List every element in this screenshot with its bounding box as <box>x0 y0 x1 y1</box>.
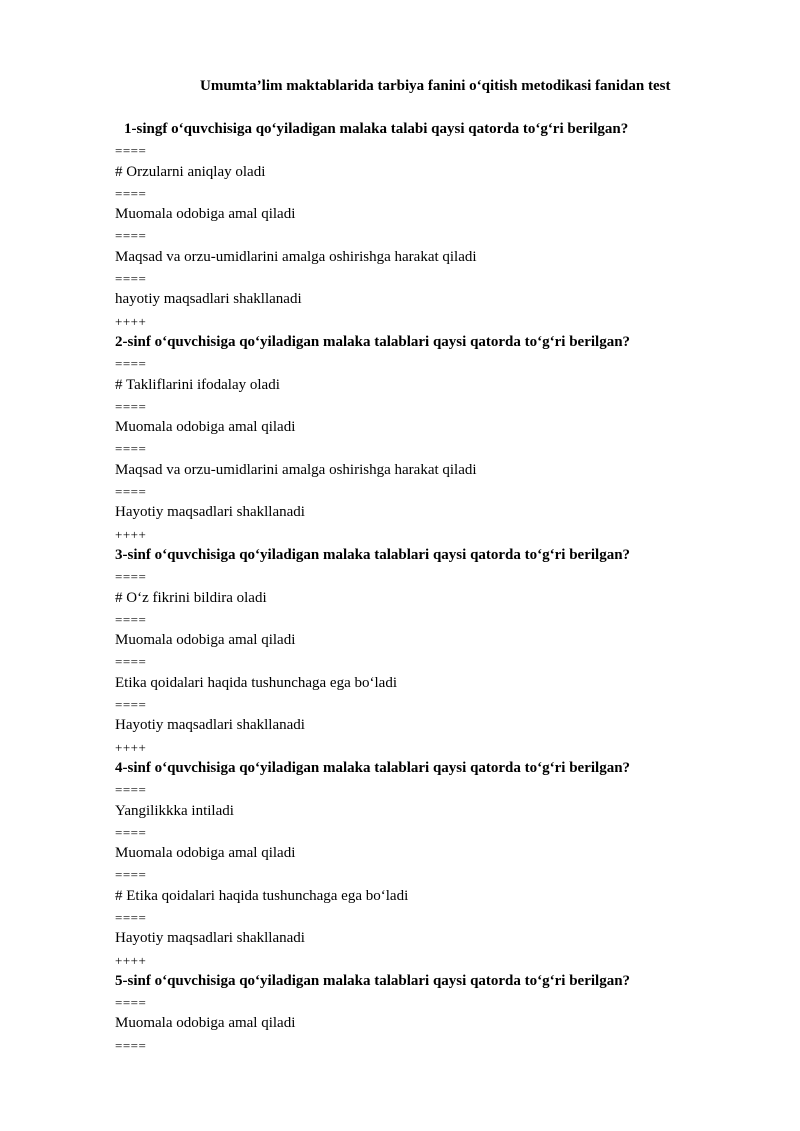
separator-marker: ==== <box>115 356 147 372</box>
answer-option: # Etika qoidalari haqida tushunchaga ega bo‘ladi <box>115 887 409 904</box>
answer-option: # Takliflarini ifodalay oladi <box>115 376 280 393</box>
separator-marker: ==== <box>115 995 147 1011</box>
separator-marker: ==== <box>115 782 147 798</box>
answer-option: Etika qoidalari haqida tushunchaga ega bo‘ladi <box>115 674 397 691</box>
answer-option: Yangilikkka intiladi <box>115 802 234 819</box>
question-text: 5-sinf o‘quvchisiga qo‘yiladigan malaka talablari qaysi qatorda to‘g‘ri berilgan? <box>115 972 631 989</box>
separator-marker: ==== <box>115 1037 147 1053</box>
separator-marker: ==== <box>115 867 147 883</box>
question-text: 1-singf o‘quvchisiga qo‘yiladigan malaka talabi qaysi qatorda to‘g‘ri berilgan? <box>124 121 629 137</box>
separator-marker: ==== <box>115 654 147 670</box>
separator-marker: ==== <box>115 143 147 159</box>
answer-option: Muomala odobiga amal qiladi <box>115 632 296 649</box>
separator-marker: ++++ <box>115 952 147 968</box>
separator-marker: ==== <box>115 228 147 244</box>
answer-option: Muomala odobiga amal qiladi <box>115 206 296 223</box>
answer-option: Muomala odobiga amal qiladi <box>115 845 296 862</box>
separator-marker: ++++ <box>115 313 147 329</box>
answer-option: Maqsad va orzu-umidlarini amalga oshirishga harakat qiladi <box>115 248 477 265</box>
answer-option: # Orzularni aniqlay oladi <box>115 163 266 180</box>
answer-option: Maqsad va orzu-umidlarini amalga oshirishga harakat qiladi <box>115 461 477 478</box>
test-content <box>115 119 775 1056</box>
answer-option: # O‘z fikrini bildira oladi <box>115 589 267 606</box>
separator-marker: ==== <box>115 824 147 840</box>
question-text: 2-sinf o‘quvchisiga qo‘yiladigan malaka talablari qaysi qatorda to‘g‘ri berilgan? <box>115 333 631 350</box>
separator-marker: ==== <box>115 271 147 287</box>
separator-marker: ==== <box>115 909 147 925</box>
separator-marker: ==== <box>115 441 147 457</box>
separator-marker: ==== <box>115 398 147 414</box>
answer-option: Muomala odobiga amal qiladi <box>115 1015 296 1032</box>
answer-option: Hayotiy maqsadlari shakllanadi <box>115 504 305 521</box>
answer-option: Hayotiy maqsadlari shakllanadi <box>115 930 305 947</box>
separator-marker: ==== <box>115 611 147 627</box>
question-text: 4-sinf o‘quvchisiga qo‘yiladigan malaka talablari qaysi qatorda to‘g‘ri berilgan? <box>115 759 631 776</box>
separator-marker: ++++ <box>115 739 147 755</box>
answer-option: hayotiy maqsadlari shakllanadi <box>115 291 302 308</box>
answer-option: Hayotiy maqsadlari shakllanadi <box>115 717 305 734</box>
question-text: 3-sinf o‘quvchisiga qo‘yiladigan malaka talablari qaysi qatorda to‘g‘ri berilgan? <box>115 546 631 563</box>
separator-marker: ==== <box>115 185 147 201</box>
answer-option: Muomala odobiga amal qiladi <box>115 419 296 436</box>
document-title: Umumta’lim maktablarida tarbiya fanini o‘qitish metodikasi fanidan test <box>200 78 671 94</box>
separator-marker: ==== <box>115 569 147 585</box>
separator-marker: ==== <box>115 697 147 713</box>
separator-marker: ++++ <box>115 526 147 542</box>
separator-marker: ==== <box>115 484 147 500</box>
